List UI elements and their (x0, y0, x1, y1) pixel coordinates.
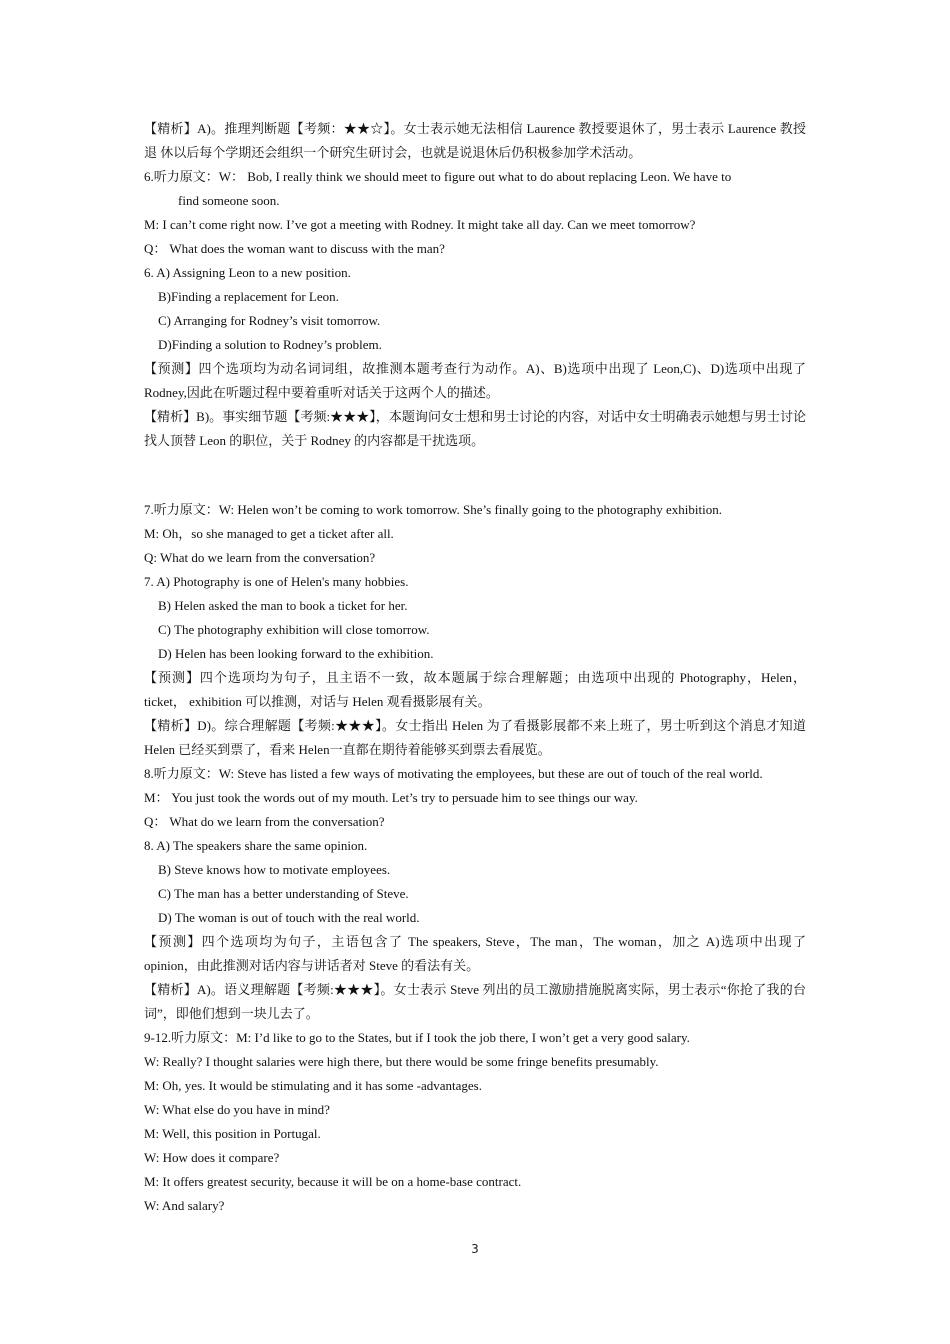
text-line: Q: What do we learn from the conversation? (144, 550, 376, 565)
text-line: W: What else do you have in mind? (144, 1102, 330, 1117)
text-line: Q： What do we learn from the conversation? (144, 814, 385, 829)
text-line: W: And salary? (144, 1198, 225, 1213)
document-body (144, 117, 806, 1218)
text-line: B)Finding a replacement for Leon. (158, 289, 339, 304)
text-line: 【预测】四个选项均为动名词词组，故推测本题考查行为动作。A)、B)选项中出现了 Leon,C)、D)选项中出现了 Rodney,因此在听题过程中要着重听对话关于这两个人的描述。 (144, 361, 806, 400)
text-line: 9-12.听力原文：M: I’d like to go to the States, but if I took the job there, I won’t get a very good salary. (144, 1030, 690, 1045)
text-line: 【预测】四个选项均为句子，主语包含了 The speakers, Steve，The man，The woman，加之 A)选项中出现了 opinion，由此推测对话内容与讲话者对 Steve 的看法有关。 (144, 934, 806, 973)
text-line: 【精析】D)。综合理解题【考频:★★★】。女士指出 Helen 为了看摄影展都不来上班了，男士听到这个消息才知道 Helen 已经买到票了，看来 Helen一直都在期待着能够买到票去看展览。 (144, 718, 806, 757)
text-line: 7. A) Photography is one of Helen's many hobbies. (144, 574, 409, 589)
text-line: D) The woman is out of touch with the real world. (158, 910, 420, 925)
text-line: W: Really? I thought salaries were high there, but there would be some fringe benefits presumably. (144, 1054, 659, 1069)
page-number: 3 (471, 1242, 479, 1256)
text-line: C) Arranging for Rodney’s visit tomorrow. (158, 313, 381, 328)
text-line: B) Steve knows how to motivate employees. (158, 862, 391, 877)
text-line: B) Helen asked the man to book a ticket for her. (158, 598, 408, 613)
text-line: Q： What does the woman want to discuss with the man? (144, 241, 445, 256)
text-line: 8.听力原文：W: Steve has listed a few ways of motivating the employees, but these are out of touch of the real world. (144, 766, 763, 781)
text-line: 8. A) The speakers share the same opinion. (144, 838, 368, 853)
text-line: M： You just took the words out of my mouth. Let’s try to persuade him to see things our way. (144, 790, 638, 805)
text-line: M: It offers greatest security, because it will be on a home-base contract. (144, 1174, 522, 1189)
text-line: 7.听力原文：W: Helen won’t be coming to work tomorrow. She’s finally going to the photography exhibition. (144, 502, 722, 517)
text-line: find someone soon. (178, 193, 280, 208)
text-line: 6.听力原文：W： Bob, I really think we should meet to figure out what to do about replacing Leon. We have to (144, 169, 732, 184)
text-line: 【精析】A)。推理判断题【考频：★★☆】。女士表示她无法相信 Laurence 教授要退休了，男士表示 Laurence 教授退 休以后每个学期还会组织一个研究生研讨会，也就是说退休后仍积极参加学术活动。 (144, 121, 806, 160)
paragraph-spacer (144, 466, 806, 485)
text-line: 【精析】A)。语义理解题【考频:★★★】。女士表示 Steve 列出的员工激励措施脱离实际，男士表示“你抢了我的台词”，即他们想到一块儿去了。 (144, 982, 806, 1021)
text-line: D) Helen has been looking forward to the exhibition. (158, 646, 434, 661)
text-line: C) The man has a better understanding of Steve. (158, 886, 409, 901)
text-line: 6. A) Assigning Leon to a new position. (144, 265, 351, 280)
text-line: C) The photography exhibition will close tomorrow. (158, 622, 430, 637)
text-line: M: I can’t come right now. I’ve got a meeting with Rodney. It might take all day. Can we meet tomorrow? (144, 217, 696, 232)
text-line: D)Finding a solution to Rodney’s problem. (158, 337, 382, 352)
text-line: W: How does it compare? (144, 1150, 280, 1165)
text-line: M: Oh，so she managed to get a ticket after all. (144, 526, 394, 541)
text-line: 【预测】四个选项均为句子，且主语不一致，故本题属于综合理解题；由选项中出现的 Photography，Helen，ticket， exhibition 可以推测，对话与 Helen 观看摄影展有关。 (144, 670, 806, 709)
text-line: M: Oh, yes. It would be stimulating and it has some -advantages. (144, 1078, 482, 1093)
text-line: 【精析】B)。事实细节题【考频:★★★】，本题询问女士想和男士讨论的内容，对话中女士明确表示她想与男士讨论找人顶替 Leon 的职位，关于 Rodney 的内容都是干扰选项。 (144, 409, 806, 448)
text-line: M: Well, this position in Portugal. (144, 1126, 321, 1141)
